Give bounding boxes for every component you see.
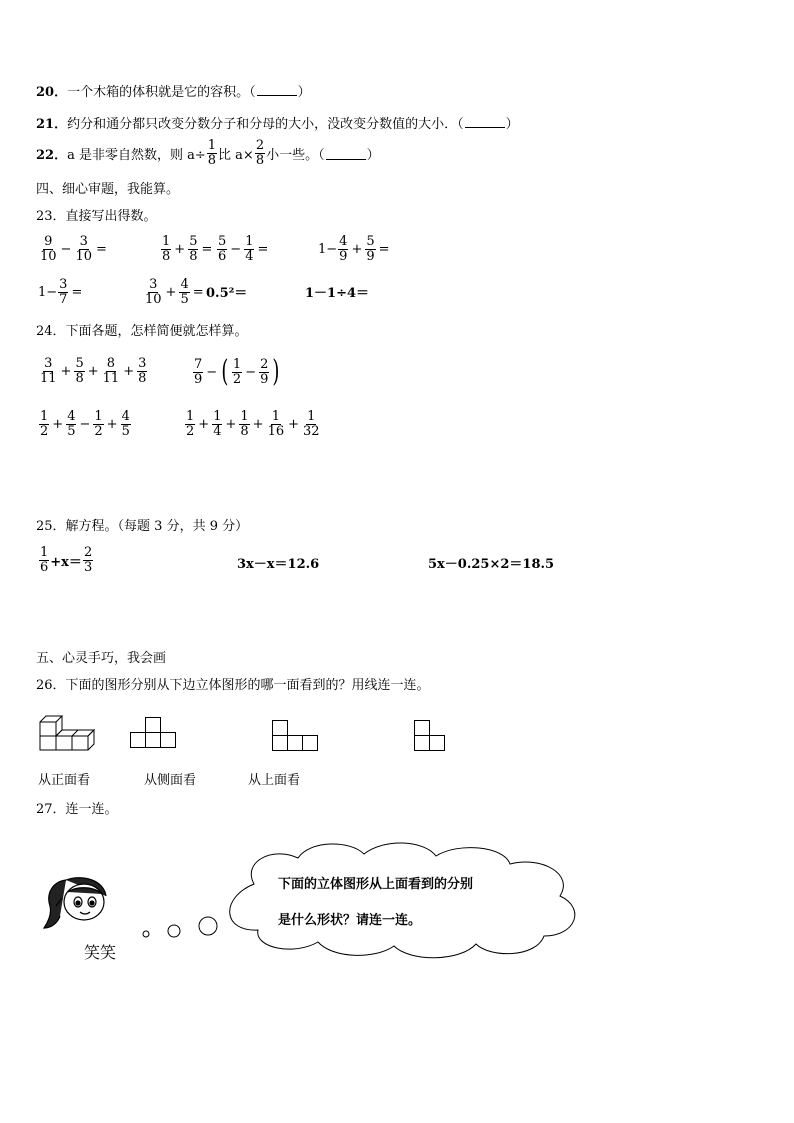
- speech-cloud: [214, 840, 590, 960]
- denominator: 2: [40, 424, 49, 439]
- fraction: [74, 357, 84, 386]
- thought-bubbles: [140, 912, 220, 942]
- operator: +: [87, 364, 99, 379]
- fraction: [121, 410, 131, 439]
- numerator: 3: [138, 356, 147, 371]
- view-shape-c: [414, 718, 448, 758]
- expression-23-1: [38, 235, 109, 264]
- denominator: 11: [102, 371, 120, 386]
- question-number: 20．: [36, 85, 68, 100]
- denominator: 2: [94, 424, 103, 439]
- denominator: 10: [75, 249, 92, 264]
- operator: −: [79, 417, 91, 432]
- expression-23-2: [160, 235, 214, 264]
- fraction: [102, 357, 121, 386]
- operator: +: [174, 242, 186, 257]
- fraction: [302, 410, 321, 439]
- view-label-top: 从上面看: [248, 773, 301, 788]
- solid-figure: [38, 712, 100, 752]
- equation-25-2: 3x－x＝12.6: [237, 557, 320, 572]
- numerator: 5: [218, 234, 227, 249]
- operator: +: [60, 364, 72, 379]
- fraction: [161, 235, 171, 264]
- numerator: 2: [260, 356, 269, 372]
- section-heading-5: 五、心灵手巧，我会画: [36, 651, 167, 666]
- denominator: 9: [366, 249, 375, 264]
- operator: +: [252, 417, 264, 432]
- expression-24-1: [38, 357, 148, 386]
- fraction: [66, 410, 76, 439]
- question-27-title: 27．连一连。: [36, 802, 118, 817]
- numerator: 1: [307, 409, 316, 424]
- operator: +: [106, 417, 118, 432]
- equals: =: [96, 242, 107, 257]
- fraction: [39, 546, 49, 575]
- denominator: 5: [121, 424, 130, 439]
- operator: +: [165, 285, 177, 300]
- expression-23-3: [216, 235, 270, 264]
- fraction: [137, 357, 147, 386]
- denominator: 3: [83, 560, 93, 575]
- numerator: 4: [339, 234, 348, 249]
- question-text: 一个木箱的体积就是它的容积。（: [67, 85, 256, 100]
- fraction: [144, 278, 163, 307]
- fraction: [217, 235, 227, 264]
- fraction: [83, 546, 93, 575]
- fraction: [39, 235, 58, 264]
- answer-blank[interactable]: [326, 148, 366, 160]
- numerator: 1: [40, 409, 49, 424]
- view-label-side: 从侧面看: [144, 773, 197, 788]
- expression-23-8: 1－1÷4＝: [305, 286, 370, 301]
- numerator: 1: [186, 409, 195, 424]
- fraction: [193, 358, 203, 387]
- right-parenthesis: ): [272, 354, 280, 389]
- fraction: [185, 410, 195, 439]
- numerator: 3: [79, 234, 88, 249]
- equals: =: [378, 242, 390, 257]
- denominator: 5: [67, 424, 76, 439]
- denominator: 8: [162, 249, 171, 264]
- denominator: 8: [207, 153, 217, 168]
- expression-24-2: [192, 354, 282, 389]
- answer-blank[interactable]: [465, 116, 505, 128]
- answer-blank[interactable]: [257, 84, 297, 96]
- expression-24-3: [38, 410, 132, 439]
- girl-illustration: [38, 872, 138, 942]
- equation-25-3: 5x－0.25×2＝18.5: [428, 557, 555, 572]
- operator: −: [230, 242, 242, 257]
- operator: −: [206, 364, 218, 380]
- fraction: [188, 235, 198, 264]
- question-text: 小一些。（: [266, 148, 325, 163]
- operator: +: [351, 242, 363, 257]
- operator: +: [225, 417, 237, 432]
- fraction: [207, 139, 217, 168]
- cloud-text-line-1: 下面的立体图形从上面看到的分别: [278, 877, 474, 892]
- question-20: [36, 84, 311, 101]
- numerator: 2: [255, 138, 265, 153]
- fraction: [259, 358, 269, 387]
- fraction: [232, 358, 242, 387]
- close-paren: ）: [297, 85, 311, 100]
- denominator: 6: [218, 249, 227, 264]
- denominator: 32: [303, 424, 320, 439]
- numerator: 5: [75, 356, 84, 371]
- denominator: 8: [255, 153, 265, 168]
- expression-23-6: [143, 278, 206, 307]
- numerator: 3: [44, 356, 53, 371]
- numerator: 1: [213, 409, 222, 424]
- view-shape-a: [130, 715, 178, 751]
- equals: =: [71, 285, 83, 300]
- view-label-front: 从正面看: [38, 773, 91, 788]
- denominator: 11: [40, 371, 57, 386]
- denominator: 8: [240, 424, 249, 439]
- equals: =: [192, 285, 204, 300]
- operand: +x＝: [50, 555, 82, 570]
- denominator: 9: [194, 371, 203, 387]
- numerator: 8: [106, 356, 116, 371]
- denominator: 4: [245, 249, 254, 264]
- view-shape-b: [272, 718, 320, 754]
- operator: +: [198, 417, 210, 432]
- numerator: 1: [162, 234, 171, 249]
- fraction: [179, 278, 189, 307]
- fraction: [239, 410, 249, 439]
- operator: −: [245, 364, 257, 380]
- denominator: 8: [75, 371, 84, 386]
- girl-name-label: 笑笑: [84, 943, 117, 962]
- fraction: [365, 235, 375, 264]
- numerator: 1: [245, 234, 254, 249]
- operand: 1−: [318, 242, 338, 257]
- numerator: 4: [121, 409, 130, 424]
- question-22: [36, 139, 380, 168]
- question-23-title: 23．直接写出得数。: [36, 209, 157, 224]
- numerator: 4: [180, 277, 189, 292]
- denominator: 8: [138, 371, 147, 386]
- numerator: 5: [366, 234, 375, 249]
- numerator: 4: [67, 409, 76, 424]
- close-paren: ）: [366, 148, 380, 163]
- denominator: 10: [40, 249, 57, 264]
- expression-24-4: [184, 410, 322, 439]
- fraction: [58, 278, 68, 307]
- denominator: 8: [189, 249, 198, 264]
- section-heading-4: 四、细心审题，我能算。: [36, 182, 180, 197]
- denominator: 9: [339, 249, 348, 264]
- numerator: 9: [44, 234, 53, 249]
- numerator: 1: [232, 356, 242, 372]
- denominator: 7: [59, 292, 68, 307]
- left-parenthesis: (: [221, 354, 229, 389]
- operator: +: [52, 417, 64, 432]
- numerator: 3: [149, 277, 158, 292]
- question-21: [36, 116, 519, 133]
- denominator: 6: [40, 560, 49, 575]
- numerator: 5: [189, 234, 198, 249]
- numerator: 2: [83, 545, 93, 560]
- numerator: 1: [240, 409, 249, 424]
- operand: 1−: [38, 285, 58, 300]
- numerator: 1: [40, 545, 49, 560]
- fraction: [338, 235, 348, 264]
- fraction: [255, 139, 265, 168]
- expression-23-4: [318, 235, 392, 264]
- fraction: [93, 410, 103, 439]
- question-text: 约分和通分都只改变分数分子和分母的大小，没改变分数值的大小．（: [67, 117, 464, 132]
- equals: =: [257, 242, 269, 257]
- operator: −: [60, 242, 72, 257]
- fraction: [39, 410, 49, 439]
- denominator: 5: [180, 292, 189, 307]
- expression-23-5: [38, 278, 84, 307]
- numerator: 1: [94, 409, 103, 424]
- fraction: [267, 410, 286, 439]
- denominator: 9: [260, 371, 269, 387]
- operator: +: [123, 364, 135, 379]
- numerator: 3: [59, 277, 68, 292]
- denominator: 10: [145, 292, 162, 307]
- denominator: 2: [186, 424, 195, 439]
- question-number: 22．: [36, 148, 68, 163]
- expression-23-7: 0.5²＝: [206, 286, 248, 301]
- cloud-text-line-2: 是什么形状？请连一连。: [278, 913, 422, 928]
- question-25-title: 25．解方程。（每题 3 分，共 9 分）: [36, 519, 249, 534]
- question-text: 比 a×: [218, 148, 254, 163]
- numerator: 7: [194, 356, 203, 372]
- numerator: 1: [207, 138, 217, 153]
- question-26-title: 26．下面的图形分别从下边立体图形的哪一面看到的？用线连一连。: [36, 678, 430, 693]
- close-paren: ）: [505, 117, 519, 132]
- equals: =: [201, 242, 213, 257]
- equation-25-1: [38, 546, 94, 575]
- operator: +: [288, 417, 300, 432]
- denominator: 16: [267, 424, 285, 439]
- question-number: 21．: [36, 117, 68, 132]
- fraction: [212, 410, 222, 439]
- question-24-title: 24．下面各题，怎样简便就怎样算。: [36, 324, 248, 339]
- numerator: 1: [271, 409, 280, 424]
- fraction: [74, 235, 93, 264]
- denominator: 2: [232, 371, 242, 387]
- fraction: [39, 357, 58, 386]
- question-text: a 是非零自然数，则 a÷: [67, 148, 206, 163]
- fraction: [244, 235, 254, 264]
- denominator: 4: [213, 424, 222, 439]
